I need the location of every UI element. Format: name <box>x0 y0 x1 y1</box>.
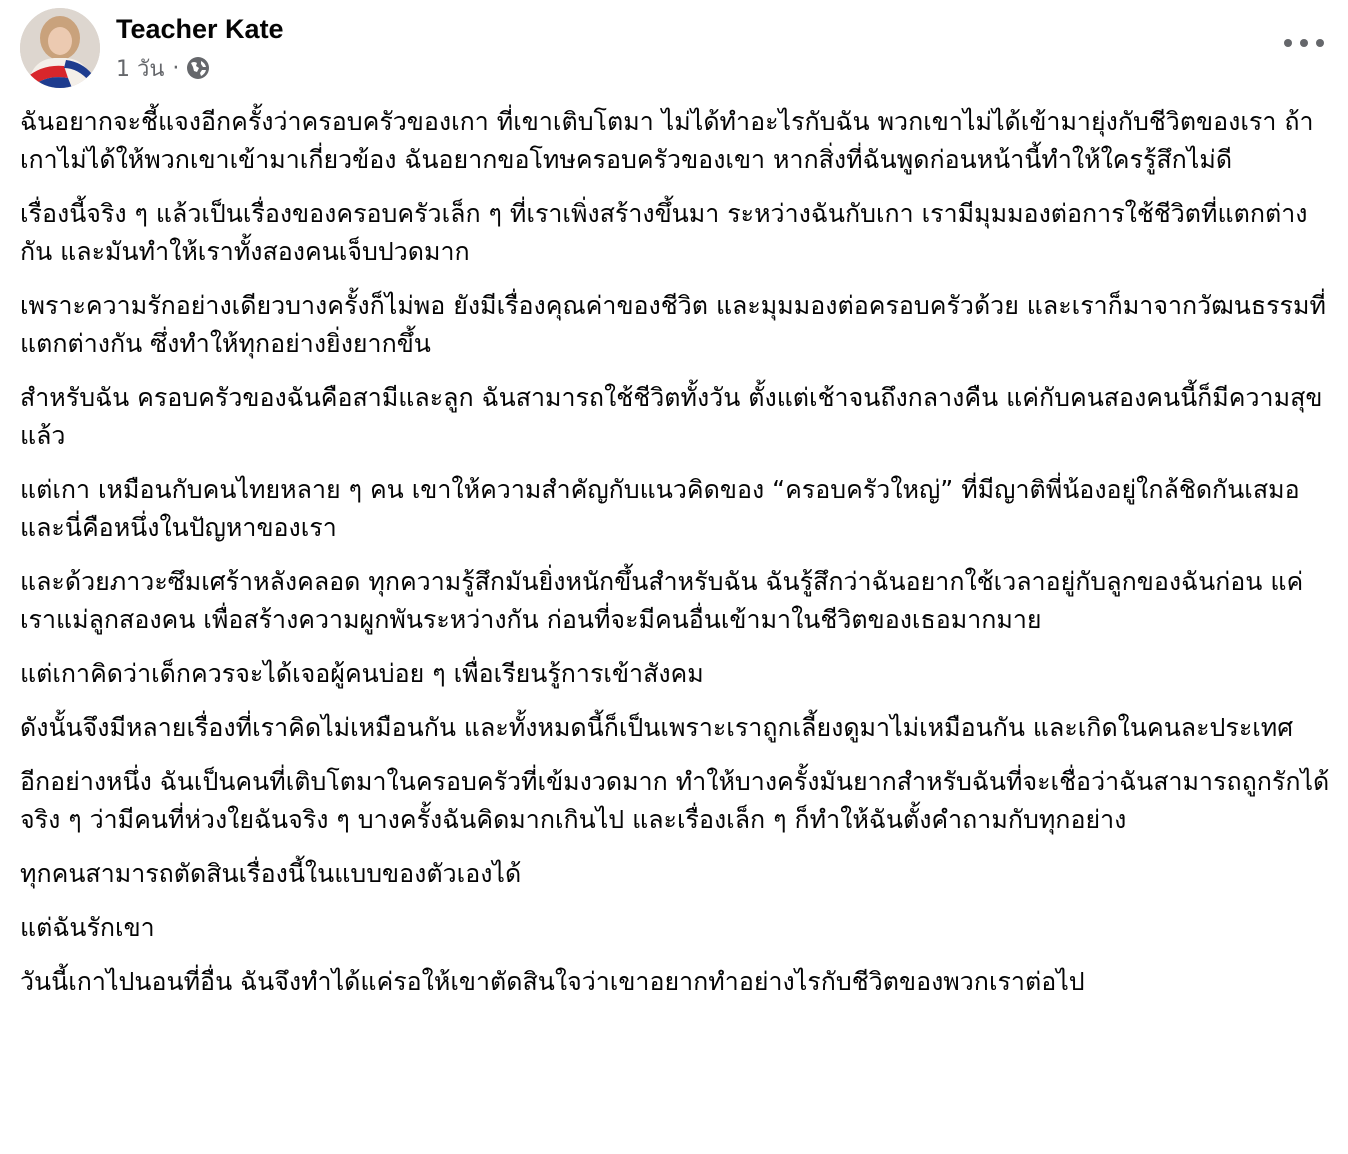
post-paragraph: เรื่องนี้จริง ๆ แล้วเป็นเรื่องของครอบครัวเล็ก ๆ ที่เราเพิ่งสร้างขึ้นมา ระหว่างฉันกับเกา เรามีมุมมองต่อการใช้ชีวิตที่แตกต่างกัน และมันทำให้เราทั้งสองคนเจ็บปวดมาก <box>20 199 1308 266</box>
post-paragraph: อีกอย่างหนึ่ง ฉันเป็นคนที่เติบโตมาในครอบครัวที่เข้มงวดมาก ทำให้บางครั้งมันยากสำหรับฉันที่จะเชื่อว่าฉันสามารถถูกรักได้จริง ๆ ว่ามีคนที่ห่วงใยฉันจริง ๆ บางครั้งฉันคิดมากเกินไป และเรื่องเล็ก ๆ ก็ทำให้ฉันตั้งคำถามกับทุกอย่าง <box>20 767 1330 834</box>
post-paragraph: สำหรับฉัน ครอบครัวของฉันคือสามีและลูก ฉันสามารถใช้ชีวิตทั้งวัน ตั้งแต่เช้าจนถึงกลางคืน แค่กับคนสองคนนี้ก็มีความสุขแล้ว <box>20 383 1323 450</box>
post-body <box>20 103 1332 1017</box>
author-name[interactable]: Teacher Kate <box>116 14 284 44</box>
meta-separator: · <box>172 55 180 81</box>
post-paragraph: แต่เกา เหมือนกับคนไทยหลาย ๆ คน เขาให้ความสำคัญกับแนวคิดของ “ครอบครัวใหญ่” ที่มีญาติพี่น้องอยู่ใกล้ชิดกันเสมอ และนี่คือหนึ่งในปัญหาของเรา <box>20 475 1300 542</box>
post-timestamp[interactable]: 1 วัน <box>116 56 165 82</box>
post-paragraph: แต่เกาคิดว่าเด็กควรจะได้เจอผู้คนบ่อย ๆ เพื่อเรียนรู้การเข้าสังคม <box>20 659 704 688</box>
post-paragraph: ฉันอยากจะชี้แจงอีกครั้งว่าครอบครัวของเกา ที่เขาเติบโตมา ไม่ได้ทำอะไรกับฉัน พวกเขาไม่ได้เข้ามายุ่งกับชีวิตของเรา ถ้าเกาไม่ได้ให้พวกเขาเข้ามาเกี่ยวข้อง ฉันอยากขอโทษครอบครัวของเขา หากสิ่งที่ฉันพูดก่อนหน้านี้ทำให้ใครรู้สึกไม่ดี <box>20 107 1314 174</box>
globe-icon[interactable] <box>185 55 211 81</box>
more-options-icon[interactable] <box>1284 28 1324 58</box>
post-paragraph: วันนี้เกาไปนอนที่อื่น ฉันจึงทำได้แค่รอให้เขาตัดสินใจว่าเขาอยากทำอย่างไรกับชีวิตของพวกเราต่อไป <box>20 967 1085 996</box>
post-header <box>20 8 1328 90</box>
post-paragraph: ทุกคนสามารถตัดสินเรื่องนี้ในแบบของตัวเองได้ <box>20 859 522 888</box>
more-dot <box>1316 39 1324 47</box>
avatar-image <box>20 8 100 88</box>
author-avatar[interactable] <box>20 8 100 88</box>
post-paragraph: แต่ฉันรักเขา <box>20 913 155 942</box>
post-paragraph: เพราะความรักอย่างเดียวบางครั้งก็ไม่พอ ยังมีเรื่องคุณค่าของชีวิต และมุมมองต่อครอบครัวด้วย และเราก็มาจากวัฒนธรรมที่แตกต่างกัน ซึ่งทำให้ทุกอย่างยิ่งยากขึ้น <box>20 291 1326 358</box>
more-dot <box>1300 39 1308 47</box>
post-meta <box>116 52 211 84</box>
more-dot <box>1284 39 1292 47</box>
post-paragraph: และด้วยภาวะซึมเศร้าหลังคลอด ทุกความรู้สึกมันยิ่งหนักขึ้นสำหรับฉัน ฉันรู้สึกว่าฉันอยากใช้เวลาอยู่กับลูกของฉันก่อน แค่เราแม่ลูกสองคน เพื่อสร้างความผูกพันระหว่างกัน ก่อนที่จะมีคนอื่นเข้ามาในชีวิตของเธอมากมาย <box>20 567 1304 634</box>
post-paragraph: ดังนั้นจึงมีหลายเรื่องที่เราคิดไม่เหมือนกัน และทั้งหมดนี้ก็เป็นเพราะเราถูกเลี้ยงดูมาไม่เหมือนกัน และเกิดในคนละประเทศ <box>20 713 1294 742</box>
